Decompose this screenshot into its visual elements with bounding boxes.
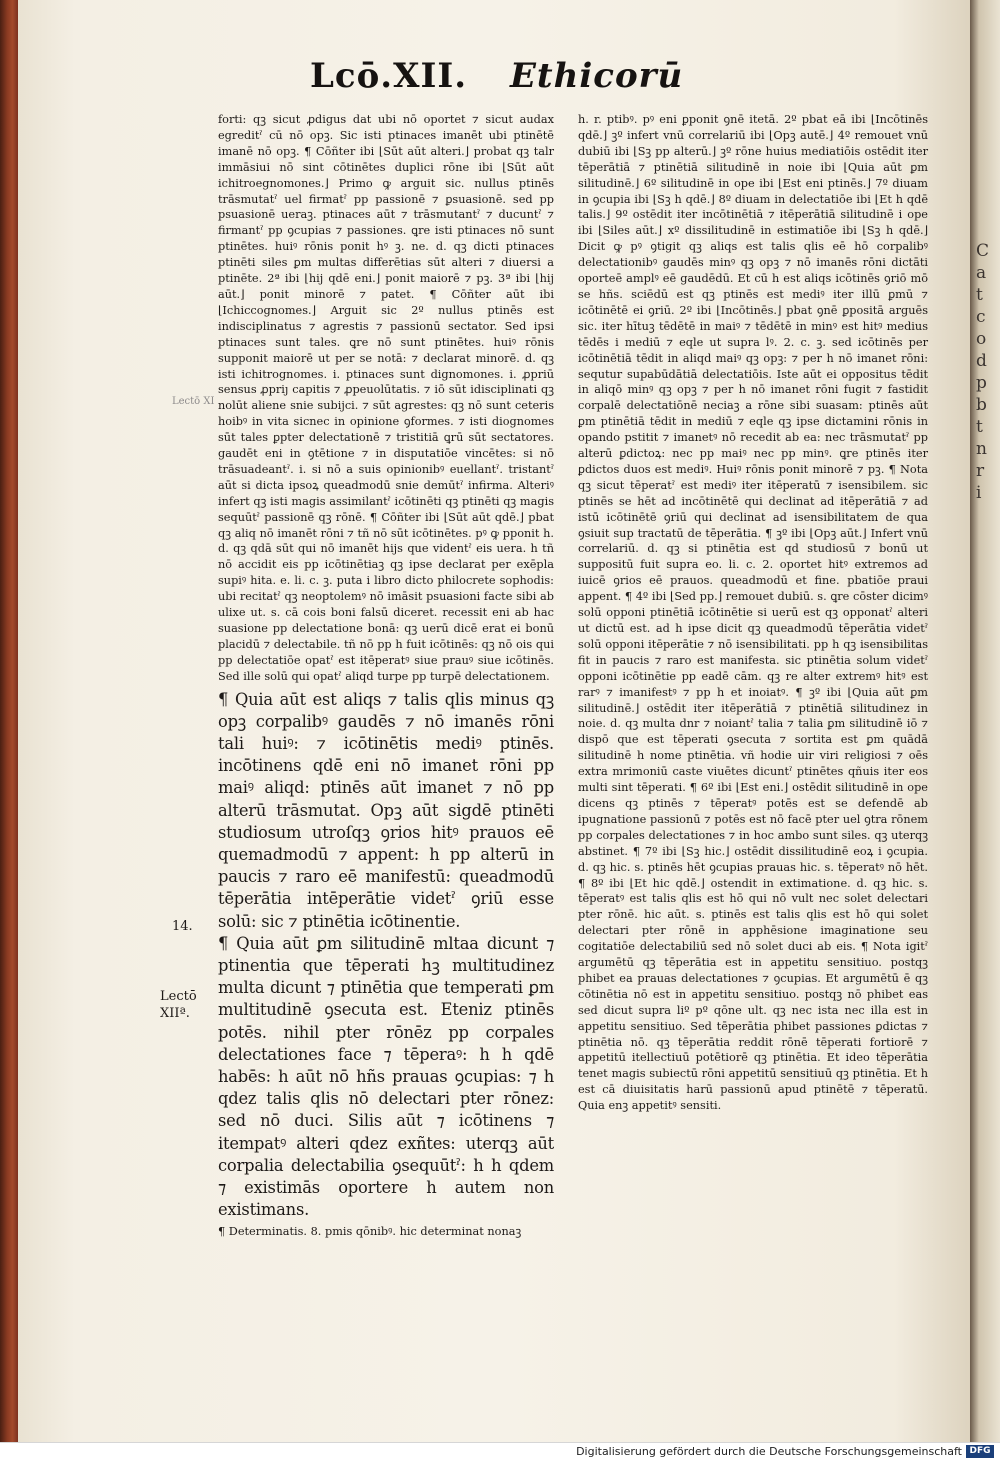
margin-note-lectio-bottom — [160, 988, 197, 1022]
running-head-title: Ethicorū — [510, 56, 684, 96]
dfg-logo-icon[interactable]: DFG — [966, 1445, 994, 1458]
commentary-paragraph: h. r. ptibꝰ. pꝰ eni ꝑponit ꝯnē itetā. 2º pbat eā ibi ⌊Incōtinēs qdē.⌋ ꝫº infert vnū correlariū ibi ⌊Opꝫ autē.⌋ 4º remouet vnū dubiū ibi ⌊Sꝫ pp alterū.⌋ ꝫº rōne huius mediatiōis ostēdit iter tēperātiā ⁊ ptinētiā silitudinē in noie ibi ⌊Quia aūt ꝑm silitudinē.⌋ 6º silitudinē in ope ibi ⌊Est eni ptinēs.⌋ 7º diuam in ꝯcupia ibi ⌊Sꝫ h qdē.⌋ 8º diuam in delectatiōe ibi ⌊Et h qdē talis.⌋ 9º ostēdit iter incōtinētiā ⁊ itēperātiā silitudinē i ope ibi ⌊Siles aūt.⌋ xº dissilitudinē in estimatiōe ibi ⌊Sꝫ h qdē.⌋ Dicit ꝙ pꝰ ꝯtigit qꝫ aliqs est talis qlis eē hō corpalibꝰ delectationibꝰ gaudēs minꝰ qꝫ opꝫ ⁊ nō imanēs rōni dictāti oporteē amplꝰ eē gaudēdū. Et cū h est aliqs icōtinēs ꝯriō mō se hñs. sciēdū est qꝫ ptinēs est mediꝰ iter illū ꝑmū ⁊ icōtinētē ei ꝯriū. 2º ibi ⌊Incōtinēs.⌋ pbat ꝯnē ꝑpositā arguēs sic. iter hītuꝫ tēdētē in maiꝰ ⁊ tēdētē in minꝰ est hitꝰ medius tēdēs i mediū ⁊ eqle ut supra lꝰ. 2. c. ꝫ. sed icōtinēs per icōtinētiā tēdit in aliqd maiꝰ qꝫ opꝫ: ⁊ per h nō imanet rōni: sequtur supabūdātiā delectatiōis. Iste aūt ei oppositus tēdit in aliqō minꝰ qꝫ opꝫ ⁊ per h nō imanet rōni fugit ⁊ fastidit corpalē delectatiōnē neciaꝫ a rōne sibi suasam: ptinēs aūt ꝑm ptinētiā tēdit in mediū ⁊ eqle qꝫ ipse dictamini rōnis in opando pstitit ⁊ imanetꝰ nō recedit ab ea: nec trāsmutatˀ pp alterū ꝑdictoꝝ: nec pp maiꝰ nec pp minꝰ. ꝗre ptinēs iter ꝑdictos duos est mediꝰ. Huiꝰ rōnis ponit minorē ⁊ pꝫ. ¶ Nota qꝫ sicut tēperatˀ est mediꝰ iter itēperatū ⁊ isensibilem. sic ptinēs se hēt ad incōtinētē qui declinat ad itēperātiā ⁊ ad istū icōtinētē ꝯriū qui declinat ad isensibilitatem de qua ꝯsiuit sup tractatū de tēperātia. ¶ ꝫº ibi ⌊Opꝫ aūt.⌋ Infert vnū correlariū. d. qꝫ si ptinētia est qd studiosū ⁊ bonū ut suppositū fuit supra eo. li. c. 2. oportet hitꝰ extremos ad iuicē ꝯrios eē prauos. queadmodū et fine. pbatiōe praui appent. ¶ 4º ibi ⌊Sed pp.⌋ remouet dubiū. s. ꝗre cōster dicimꝰ solū opponi ptinētiā icōtinētie si uerū est qꝫ opponatˀ alteri ut dictū est. ad h ipse dicit qꝫ queadmodū tēperātia videtˀ solū opponi itēperātie ⁊ nō isensibilitati. pp h qꝫ isensibilitas fit in paucis ⁊ raro est manifesta. sic ptinētia solum videtˀ opponi icōtinētie pp eadē cām. qꝫ re alter extremꝰ hitꝰ est rarꝰ ⁊ imanifestꝰ ⁊ pp h et inoiatꝰ. ¶ ꝫº ibi ⌊Quia aūt ꝑm silitudinē.⌋ ostēdit iter itēperātiā ⁊ ptinētiā silitudinez in noie. d. qꝫ multa dnr ⁊ noiantˀ talia ⁊ talia ꝑm silitudinē iō ⁊ dispō que est tēperati ꝯsecuta ⁊ sortita est ꝑm quādā silitudinē h nome ptinētia. vñ hodie uir viri religiosi ⁊ oēs extra mrimoniū caste viuētes dicuntˀ ptinētes qñuis iter eos multi sint tēperati. ¶ 6º ibi ⌊Est eni.⌋ ostēdit silitudinē in ope dicens qꝫ ptinēs ⁊ tēperatꝰ potēs est se defendē ab ipugnatione passionū ⁊ potēs est nō facē pter uel ꝯtra rōnem pp corpales delectationes ⁊ in hoc ambo sunt siles. qꝫ uterqꝫ abstinet. ¶ 7º ibi ⌊Sꝫ hic.⌋ ostēdit dissilitudinē eoꝝ i ꝯcupia. d. qꝫ hic. s. ptinēs hēt ꝯcupias prauas hic. s. tēperatꝰ nō hēt. ¶ 8º ibi ⌊Et hic qdē.⌋ ostendit in extimatione. d. qꝫ hic. s. tēperatꝰ est talis qlis est hō qui nō vult nec solet delectari pter rōnē. hic aūt. s. ptinēs est talis qlis est hō qui solet delectari pter rōnē in apphēsione imaginatione seu cogitatiōe delectabiliū sed nō solet duci ab eis. ¶ Nota igitˀ argumētū qꝫ tēperātia est in appetitu sensitiuo. postqꝫ phibet ea prauas delectationes ⁊ ꝯcupias. Et argumētū ē qꝫ cōtinētia nō est in appetitu sensitiuo. postqꝫ nō phibet eas sed dicut supra liº pº qōne ult. qꝫ nec ista nec illa est in appetitu sensitiuo. Sed tēperātia phibet passiones ꝑdictas ⁊ ptinētia nō. qꝫ tēperātia reddit rōnē tēperati fortiorē ⁊ appetitū itellectiuū potētiorē qꝫ ptinētia. Et ideo tēperātia tenet magis subiectū rōni appetitū sensitiuū qꝫ ptinētia. Et h est cā diuisitatis harū passionū apud ptinētē ⁊ tēperatū. Quia enꝫ appetitꝰ sensiti. — [578, 113, 928, 1113]
main-text-paragraph: ¶ Quia aūt ꝑm silitudinē mltaa dicunt ⁊ ptinentia que tēperati hꝫ multitudinez multa dicunt ⁊ ptinētia que temperati ꝑm multitudinē ꝯsecuta est. Eteniz ptinēs potēs. nihil pter rōnēz pp corpales delectationes face ⁊ tēperaꝰ: h h qdē habēs: h aūt nō hñs prauas ꝯcupias: ⁊ h qdez talis qlis nō delectari pter rōnez: sed nō duci. Silis aūt ⁊ icōtinens ⁊ itempatꝰ alteri qdez exñtes: uterqꝫ aūt corpalia delectabilia ꝯsequūtˀ: h h qdem ⁊ existimās oportere h autem non existimans. — [218, 933, 554, 1220]
margin-note-number: 14. — [172, 919, 193, 934]
viewer-footer — [0, 1442, 1000, 1461]
running-head-lectio: Lcō.XII. — [310, 56, 468, 96]
margin-lectio-number: XIIª. — [160, 1006, 190, 1021]
adjacent-page-text: C a t c o d p b t n r i — [976, 241, 990, 503]
left-column — [218, 112, 554, 1239]
commentary-start-line: ¶ Determinatis. 8. pmis qōnibꝰ. hic determinat nonaꝫ — [218, 1224, 522, 1238]
page-header — [18, 56, 970, 108]
margin-note-lectio-faint: Lectō XI — [172, 396, 215, 407]
margin-lectio-label: Lectō — [160, 989, 197, 1004]
right-column — [578, 112, 928, 1114]
book-page — [18, 0, 970, 1442]
commentary-paragraph: forti: qꝫ sicut ꝓdigus dat ubi nō oportet ⁊ sicut audax egreditˀ cū nō opꝫ. Sic isti ptinaces imanēt ubi ptinētē imanē nō opꝫ. ¶ Cōñter ibi ⌊Sūt aūt alteri.⌋ probat qꝫ talr immāsiui nō sint cōtinētes duplici rōne ibi ⌊Sūt aūt ichitroegnomones.⌋ Primo ꝙ arguit sic. nullus ptinēs trāsmutatˀ uel firmatˀ pp passionē ⁊ ꝑsuasionē. sed pp psuasionē ueraꝫ. ptinaces aūt ⁊ trāsmutantˀ ⁊ ducuntˀ ⁊ firmantˀ pp ꝯcupias ⁊ passiones. ꝗre isti ptinaces nō sunt ptinētes. huiꝰ rōnis ponit hꝰ ꝫ. ne. d. qꝫ dicti ptinaces ptinēti siles ꝑm multas differētias sūt alteri ⁊ diuersi a ptinēte. 2ª ibi ⌊hij qdē eni.⌋ ponit maiorē ⁊ pꝫ. 3ª ibi ⌊hij aūt.⌋ ponit minorē ⁊ patet. ¶ Cōñter aūt ibi ⌊Ichiccognomes.⌋ Arguit sic 2º nullus ptinēs est indisciplinatus ⁊ agrestis ⁊ passionū sectator. Sed ipsi ptinaces sunt tales. ꝗre nō sunt ptinētes. huiꝰ rōnis supponit maiorē ut per se notā: ⁊ declarat minorē. d. qꝫ isti ichitrognomes. i. ptinaces sunt dignomones. i. ꝓpriū sensus ꝓpriȷ capitis ⁊ ꝓpeuolūtatis. ⁊ iō sūt idisciplinati qꝫ nolūt aliene snie subijci. ⁊ sūt agrestes: qꝫ nō sunt ceteris hoibꝰ in vita sicnec in opinione ꝯformes. ⁊ isti diognomes sūt tales ꝑpter delectationē ⁊ tristitiā ꝗrū sūt sectatores. gaudēt eni in ꝯtētione ⁊ in disputatiōe vincētes: si nō trāsuadeantˀ. i. si nō a suis opinionibꝰ euellantˀ. tristantˀ aūt si dicta ipsoꝝ queadmodū snie demūtˀ infirma. Alteriꝰ infert qꝫ isti magis assimilantˀ icōtinēti qꝫ ptinēti qꝫ magis sequūtˀ passionē qꝫ rōnē. ¶ Cōñter ibi ⌊Sūt aūt qdē.⌋ pbat qꝫ aliq nō imanēt rōni ⁊ tñ nō sūt icōtinētes. pꝰ ꝙ pponit h. d. qꝫ qdā sūt qui nō imanēt hijs que videntˀ eis uera. h tñ nō accidit eis pp icōtinētiaꝫ qꝫ ipse declarat per exēpla supiꝰ hita. e. li. c. ꝫ. puta i libro dicto philocrete sophodis: ubi recitatˀ qꝫ neoptolemꝰ nō imāsit psuasioni facte sibi ab ulixe ut. s. cā cois boni falsū diceret. recessit eni ab hac suasione pp delectatione bonā: qꝫ uerū dicē erat ei bonū placidū ⁊ delectabile. tñ nō pp h fuit icōtinēs: qꝫ nō ois qui pp delectatiōe opatˀ est itēperatꝰ siue prauꝰ siue icōtinēs. Sed ille solū qui opatˀ aliqd turpe pp turpē delectationem. — [218, 113, 554, 683]
main-text-paragraph: ¶ Quia aūt est aliqs ⁊ talis qlis minus qꝫ opꝫ corpalibꝰ gaudēs ⁊ nō imanēs rōni tali huiꝰ: ⁊ icōtinētis mediꝰ ptinēs. incōtinens qdē eni nō imanet rōni pp maiꝰ aliqd: ptinēs aūt imanet ⁊ nō pp alterū trāsmutat. Opꝫ aūt sigdē ptinēti studiosum utroſqꝫ ꝯrios hitꝰ prauos eē quemadmodū ⁊ appent: h pp alterū in paucis ⁊ raro eē manifestū: queadmodū tēperātia intēperātie videtˀ ꝯriū esse solū: sic ⁊ ptinētia icōtinentie. — [218, 689, 554, 931]
adjacent-page-edge — [970, 0, 1000, 1442]
book-binding-edge — [0, 0, 18, 1442]
funding-attribution[interactable]: Digitalisierung gefördert durch die Deutsche Forschungsgemeinschaft — [576, 1445, 962, 1458]
